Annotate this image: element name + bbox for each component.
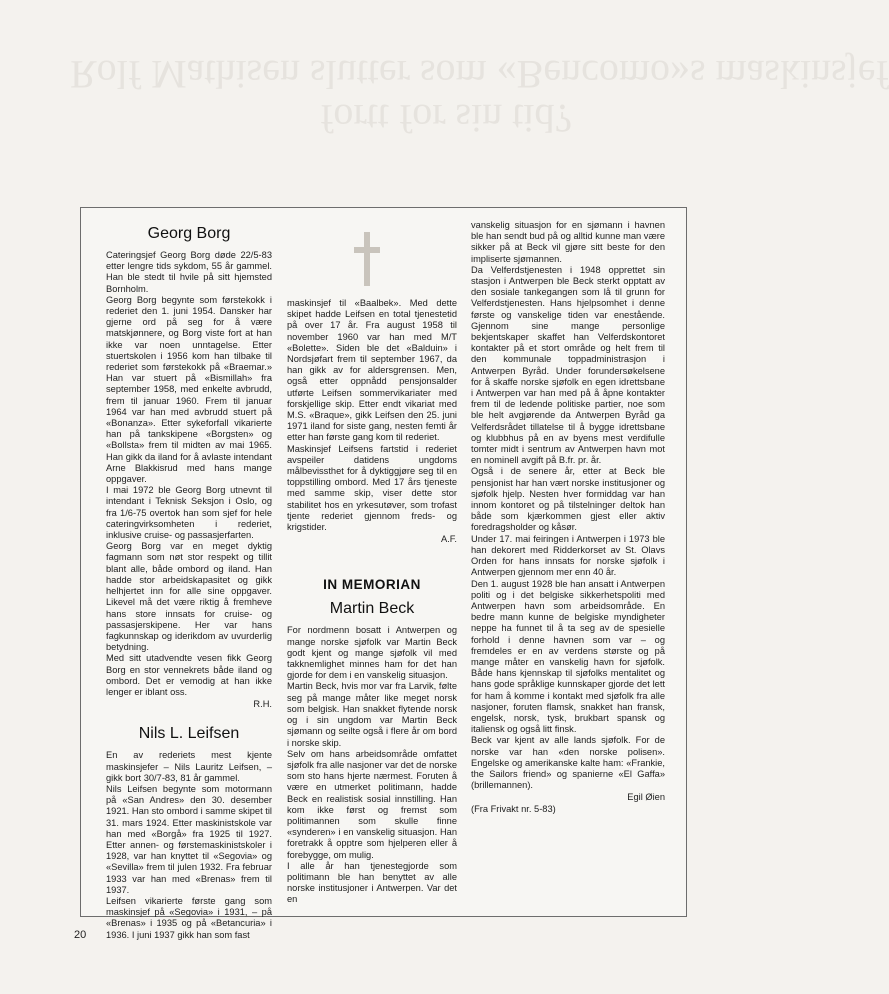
column-3 bbox=[471, 220, 665, 815]
paragraph: maskinsjef til «Baalbek». Med dette skipet hadde Leifsen en total tjenestetid på over 17 år. Fra august 1958 til november 1960 var han med M/T «Bolette». Siden ble det «Balduin» i Nordsjøfart frem til september 1967, da han gikk av for aldersgrensen. Men, også etter oppnådd pensjonsalder utførte Leifsen sommervikariater med forskjellige skip. Etter endt vikariat med M.S. «Braque», gikk Leifsen den 25. juni 1971 iland for siste gang, nesten femti år etter han første gang kom til rederiet. bbox=[287, 298, 457, 443]
paragraph: Leifsen vikarierte første gang som maskinsjef på «Segovia» i 1931, – på «Brenas» i 1935 og på «Betancuria» i 1936. I juni 1937 gikk han som fast bbox=[106, 895, 272, 940]
paragraph: vanskelig situasjon for en sjømann i havnen ble han sendt bud på og alltid kunne man være sikker på at Beck vil gjøre sitt beste for den impliserte sjømannen. bbox=[471, 220, 665, 264]
paragraph: Nils Leifsen begynte som motormann på «San Andres» den 30. desember 1921. Han sto ombord i samme skipet til 31. mars 1924. Etter maskinistskole var han med «Borgå» fra 1925 til 1927. Etter annen- og førstemaskinistskoler i 1928, var han knyttet til «Segovia» og «Sevilla» frem til julen 1932. Fra februar 1933 var han med «Brenas» frem til 1937. bbox=[106, 783, 272, 895]
obituary-heading: Georg Borg bbox=[147, 225, 231, 242]
paragraph: I alle år han tjenestegjorde som politimann ble han benyttet av alle norske institusjoner i Antwerpen. Var det en bbox=[287, 860, 457, 905]
column-2 bbox=[287, 298, 457, 906]
paragraph: Beck var kjent av alle lands sjøfolk. For de norske var han «den norske polisen». Engelske og amerikanske kalte ham: «Frankie, the Sailors friend» og spanierne «El Gaffa» (brillemannen). bbox=[471, 735, 665, 791]
signature: A.F. bbox=[440, 534, 457, 545]
paragraph: En av rederiets mest kjente maskinsjefer – Nils Lauritz Leifsen, – gikk bort 30/7-83, 81 år gammel. bbox=[106, 750, 272, 783]
signature: R.H. bbox=[253, 699, 272, 710]
obituary-heading: Nils L. Leifsen bbox=[138, 725, 240, 743]
paragraph: Maskinsjef Leifsens fartstid i rederiet avspeiler datidens ungdoms målbevissthet for å dyktiggjøre seg til en toppstilling ombord. Med 17 års tjeneste med samme skip, viser dette stor stabilitet hos en yrkesutøver, som trofast tjente rederiet gjennom freds- og krigstider. bbox=[287, 443, 457, 533]
bleed-through-line: fortt for sin tid? bbox=[320, 96, 573, 141]
bleed-through-line: Rolf Mathisen slutter som «Bencomo»s maskinsjef bbox=[70, 52, 889, 97]
memorian-heading: IN MEMORIAN bbox=[323, 577, 421, 593]
paragraph: Også i de senere år, etter at Beck ble pensjonist har han vært norske institusjoner og sjøfolk hjelp. Nesten hver formiddag var han innom kontoret og på tilstelninger deltok han både som kjærkommen gjest eller aktiv foredragsholder og kåsør. bbox=[471, 466, 665, 533]
paragraph: Den 1. august 1928 ble han ansatt i Antwerpen politi og i det belgiske sikkerhetspoliti med Antwerpen havn som arbeidsområde. En bedre mann kunne de belgiske myndigheter neppe ha funnet til å ta seg av de spesielle forhold i denne havnen som var – og fremdeles er en av verdens største og på mange måter en vanskelig havn for sjøfolk. Både hans kjennskap til sjøfolks mentalitet og hans gode språklige kunnskaper gjorde det lett for ham å komme i kontakt med sjøfolk fra alle nasjoner, foruten flamsk, snakket han fransk, engelsk, norsk, tysk, brukbart spansk og italiensk og også litt finsk. bbox=[471, 578, 665, 735]
signature: Egil Øien bbox=[627, 792, 665, 803]
paragraph: Georg Borg begynte som førstekokk i rederiet den 1. juni 1954. Dansker har gjerne ord på seg for å være matskjønnere, og Borg viste fort at han ikke var noen unntagelse. Etter stuertskolen i 1956 kom han tilbake til rederiet som førstekokk på «Braemar.» Han var stuert på «Bismillah» fra september 1958, med enkelte avbrudd, frem til januar 1960. Frem til januar 1964 var han med avbrudd stuert på «Bonanza». Etter sykeforfall vikarierte han på tankskipene «Borgsten» og «Bollsta» frem til midten av mai 1965. Han gikk da iland for å avlaste intendant Arne Blakkisrud med hans mange oppgaver. bbox=[106, 294, 272, 485]
paragraph: Cateringsjef Georg Borg døde 22/5-83 etter lengre tids sykdom, 55 år gammel. Han ble stedt til hvile på sitt hjemsted Bornholm. bbox=[106, 250, 272, 294]
paragraph: Selv om hans arbeidsområde omfattet sjøfolk fra alle nasjoner var det de norske som sto hans hjerte nærmest. Foruten å være en utmerket politimann, hadde Beck en realistisk sosial innstilling. Han kom ikke først og fremst som politimannen som skulle finne «synderen» i en vanskelig situasjon. Han foretrakk å opptre som hjelperen eller å forebygge, om mulig. bbox=[287, 748, 458, 860]
page-number: 20 bbox=[74, 929, 87, 941]
paragraph: Georg Borg var en meget dyktig fagmann som nøt stor respekt og tillit blant alle, både ombord og iland. Han hadde stor arbeidskapasitet og gikk helhjertet inn for alle sine oppgaver. Likevel må det være riktig å fremheve hans store innsats for cruise- og passasjerskipene. Her var hans fagkunnskap og iderikdom av uvurderlig betydning. bbox=[106, 541, 272, 653]
source-note: (Fra Frivakt nr. 5-83) bbox=[471, 803, 556, 814]
paragraph: Med sitt utadvendte vesen fikk Georg Borg en stor vennekrets både iland og ombord. Det er vemodig at han ikke lenger er iblant oss. bbox=[106, 653, 272, 697]
paragraph: For nordmenn bosatt i Antwerpen og mange norske sjøfolk var Martin Beck godt kjent og mange sjøfolk vil med takknemlighet minnes ham for det han gjorde for dem i en vanskelig situasjon. bbox=[287, 625, 457, 681]
column-1 bbox=[106, 224, 272, 941]
paragraph: I mai 1972 ble Georg Borg utnevnt til intendant i Teknisk Seksjon i Oslo, og fra 1/6-75 overtok han som sjef for hele cateringvirksomheten i rederiet, inklusive cruise- og passasjerfarten. bbox=[106, 485, 272, 541]
obituary-heading: Martin Beck bbox=[329, 600, 415, 618]
bleed-through-text bbox=[70, 52, 889, 141]
paragraph: Under 17. mai feiringen i Antwerpen i 1973 ble han dekorert med Ridderkorset av St. Olavs Orden for hans innsats for norske sjøfolk i Antwerpen gjennom mer enn 40 år. bbox=[471, 533, 665, 578]
paragraph: Martin Beck, hvis mor var fra Larvik, følte seg på mange måter like meget norsk som belgisk. Han snakket flytende norsk og i sin ungdom var Martin Beck sjømann og seilte også i flere år om bord i norske skip. bbox=[287, 681, 457, 748]
latin-cross-icon bbox=[352, 230, 382, 288]
paragraph: Da Velferdstjenesten i 1948 opprettet sin stasjon i Antwerpen ble Beck sterkt opptatt av den sosiale tankegangen som lå til grunn for Velferdstjenesten. Hans hjelpsomhet i denne første og vanskelige tiden var enestående. Gjennom sine mange personlige bekjentskaper skaffet han Velferdskontoret kontakter på et stort område og helt frem til den kommunale toppadministrasjon i Antwerpen Byråd. Under forundersøkelsene for å skaffe norske sjøfolk en egen idrettsbane i Antwerpen var han med på å åpne kontakter frem til de ledende politiske partier, noe som ble helt avgjørende da Antwerpen Byråd ga Velferdsrådet tillatelse til å bygge idrettsbane og klubbhus på en av byens mest verdifulle tomter midt i sentrum av Antwerpen havn mot en nominell avgift på B.fr. pr. år. bbox=[471, 264, 665, 466]
